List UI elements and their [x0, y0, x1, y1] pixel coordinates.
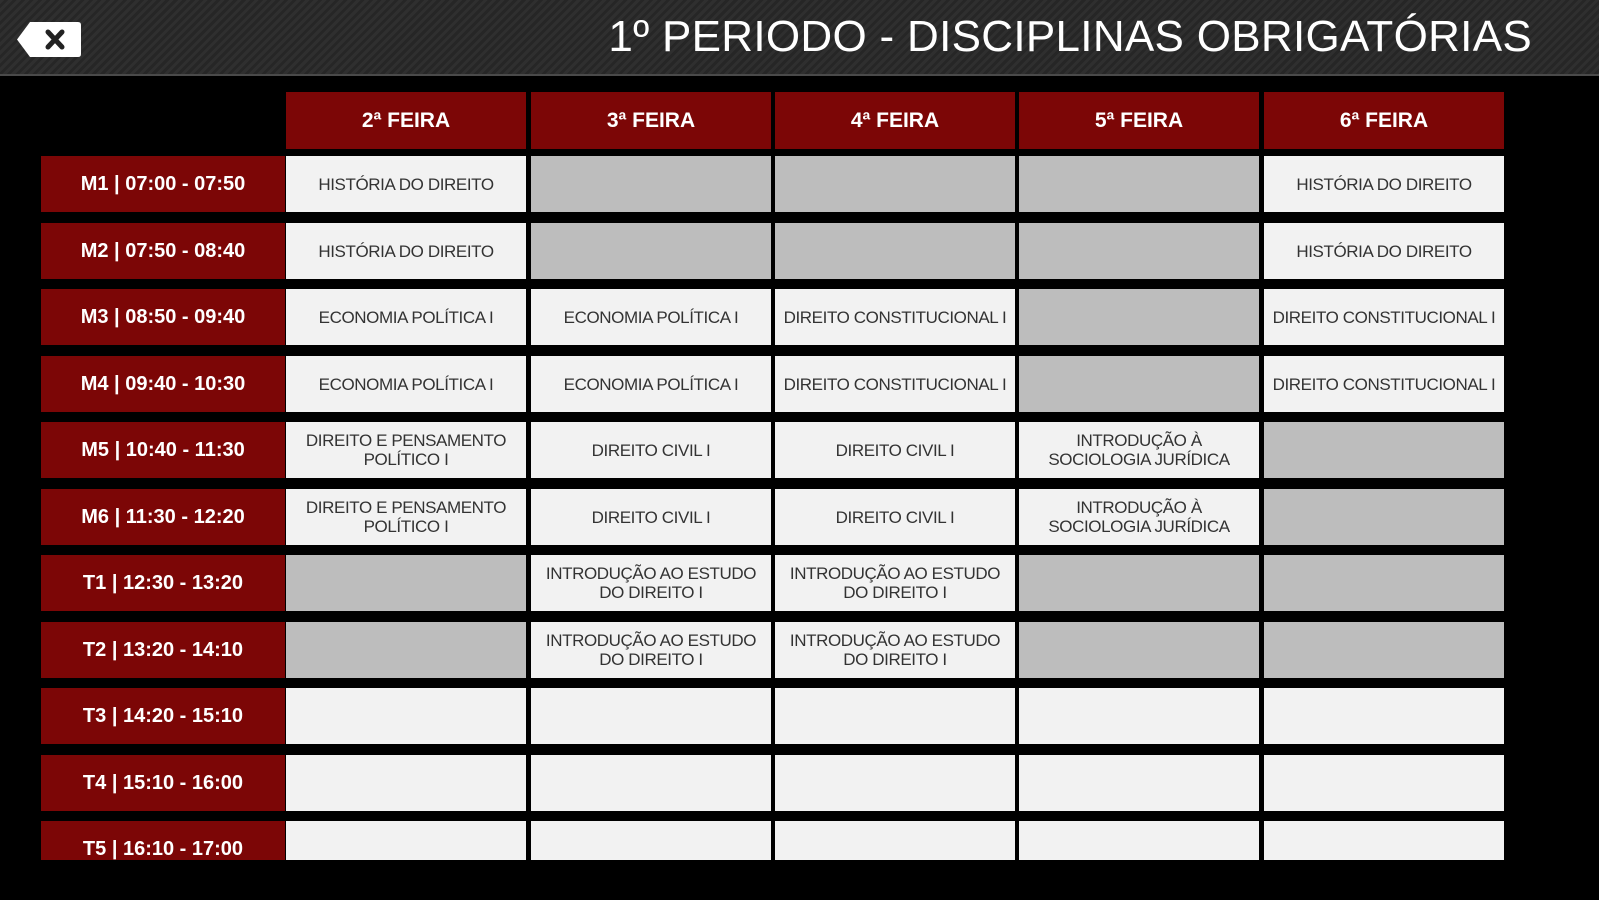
time-slot-label: T3 | 14:20 - 15:10: [41, 688, 285, 744]
class-cell[interactable]: [775, 422, 1015, 478]
class-cell[interactable]: [775, 289, 1015, 345]
blocked-cell[interactable]: [1264, 555, 1504, 611]
class-name: INTRODUÇÃO AO ESTUDO DO DIREITO I: [789, 564, 1001, 602]
blocked-cell[interactable]: [775, 156, 1015, 212]
class-name: HISTÓRIA DO DIREITO: [1296, 241, 1472, 261]
time-slot-label: M4 | 09:40 - 10:30: [41, 356, 285, 412]
empty-cell[interactable]: [286, 821, 526, 860]
empty-cell[interactable]: [1264, 755, 1504, 811]
blocked-cell[interactable]: [1019, 289, 1259, 345]
class-name: INTRODUÇÃO AO ESTUDO DO DIREITO I: [545, 564, 757, 602]
class-name: DIREITO CONSTITUCIONAL I: [783, 374, 1007, 394]
class-name: ECONOMIA POLÍTICA I: [318, 374, 494, 394]
class-cell[interactable]: [775, 489, 1015, 545]
empty-cell[interactable]: [531, 688, 771, 744]
time-slot-label: M1 | 07:00 - 07:50: [41, 156, 285, 212]
time-slot-label: T4 | 15:10 - 16:00: [41, 755, 285, 811]
blocked-cell[interactable]: [286, 555, 526, 611]
class-name: ECONOMIA POLÍTICA I: [563, 374, 739, 394]
day-header: 4ª FEIRA: [775, 92, 1015, 149]
day-header: 5ª FEIRA: [1019, 92, 1259, 149]
class-name: INTRODUÇÃO AO ESTUDO DO DIREITO I: [789, 631, 1001, 669]
class-name: HISTÓRIA DO DIREITO: [318, 241, 494, 261]
blocked-cell[interactable]: [531, 223, 771, 279]
class-name: INTRODUÇÃO À SOCIOLOGIA JURÍDICA: [1048, 431, 1230, 469]
time-slot-label: M3 | 08:50 - 09:40: [41, 289, 285, 345]
class-cell[interactable]: [1264, 156, 1504, 212]
empty-cell[interactable]: [775, 821, 1015, 860]
empty-cell[interactable]: [775, 755, 1015, 811]
class-cell[interactable]: [531, 289, 771, 345]
time-slot-label: M2 | 07:50 - 08:40: [41, 223, 285, 279]
blocked-cell[interactable]: [1019, 622, 1259, 678]
empty-cell[interactable]: [286, 755, 526, 811]
empty-cell[interactable]: [1264, 821, 1504, 860]
class-name: INTRODUÇÃO À SOCIOLOGIA JURÍDICA: [1048, 498, 1230, 536]
class-name: DIREITO CIVIL I: [591, 507, 711, 527]
day-header: 3ª FEIRA: [531, 92, 771, 149]
class-cell[interactable]: [531, 422, 771, 478]
class-cell[interactable]: [1264, 289, 1504, 345]
class-cell[interactable]: [286, 356, 526, 412]
time-slot-label: M6 | 11:30 - 12:20: [41, 489, 285, 545]
class-cell[interactable]: [531, 622, 771, 678]
blocked-cell[interactable]: [1019, 223, 1259, 279]
class-cell[interactable]: [1264, 223, 1504, 279]
blocked-cell[interactable]: [1264, 422, 1504, 478]
class-cell[interactable]: [531, 555, 771, 611]
class-name: DIREITO CONSTITUCIONAL I: [1272, 307, 1496, 327]
empty-cell[interactable]: [1264, 688, 1504, 744]
class-name: DIREITO CONSTITUCIONAL I: [783, 307, 1007, 327]
day-header: 6ª FEIRA: [1264, 92, 1504, 149]
class-cell[interactable]: [775, 356, 1015, 412]
empty-cell[interactable]: [1019, 821, 1259, 860]
class-cell[interactable]: [286, 422, 526, 478]
blocked-cell[interactable]: [1264, 622, 1504, 678]
class-cell[interactable]: [531, 489, 771, 545]
class-cell[interactable]: [286, 289, 526, 345]
blocked-cell[interactable]: [1019, 356, 1259, 412]
blocked-cell[interactable]: [531, 156, 771, 212]
class-cell[interactable]: [1264, 356, 1504, 412]
class-name: ECONOMIA POLÍTICA I: [563, 307, 739, 327]
time-slot-label: M5 | 10:40 - 11:30: [41, 422, 285, 478]
class-name: HISTÓRIA DO DIREITO: [1296, 174, 1472, 194]
class-name: DIREITO E PENSAMENTO POLÍTICO I: [305, 431, 507, 469]
class-cell[interactable]: [775, 622, 1015, 678]
blocked-cell[interactable]: [1019, 555, 1259, 611]
empty-cell[interactable]: [1019, 688, 1259, 744]
class-cell[interactable]: [286, 489, 526, 545]
time-slot-label: T2 | 13:20 - 14:10: [41, 622, 285, 678]
blocked-cell[interactable]: [1019, 156, 1259, 212]
page-title: 1º PERIODO - DISCIPLINAS OBRIGATÓRIAS: [608, 12, 1532, 61]
class-cell[interactable]: [1019, 422, 1259, 478]
class-name: DIREITO CONSTITUCIONAL I: [1272, 374, 1496, 394]
empty-cell[interactable]: [531, 755, 771, 811]
class-cell[interactable]: [1019, 489, 1259, 545]
day-header: 2ª FEIRA: [286, 92, 526, 149]
class-name: DIREITO E PENSAMENTO POLÍTICO I: [305, 498, 507, 536]
empty-cell[interactable]: [775, 688, 1015, 744]
class-name: DIREITO CIVIL I: [835, 440, 955, 460]
class-name: INTRODUÇÃO AO ESTUDO DO DIREITO I: [545, 631, 757, 669]
time-slot-label: T5 | 16:10 - 17:00: [41, 821, 285, 860]
class-cell[interactable]: [286, 223, 526, 279]
class-cell[interactable]: [531, 356, 771, 412]
blocked-cell[interactable]: [775, 223, 1015, 279]
class-name: HISTÓRIA DO DIREITO: [318, 174, 494, 194]
blocked-cell[interactable]: [1264, 489, 1504, 545]
empty-cell[interactable]: [531, 821, 771, 860]
class-cell[interactable]: [286, 156, 526, 212]
class-name: ECONOMIA POLÍTICA I: [318, 307, 494, 327]
class-cell[interactable]: [775, 555, 1015, 611]
blocked-cell[interactable]: [286, 622, 526, 678]
class-name: DIREITO CIVIL I: [835, 507, 955, 527]
empty-cell[interactable]: [1019, 755, 1259, 811]
empty-cell[interactable]: [286, 688, 526, 744]
time-slot-label: T1 | 12:30 - 13:20: [41, 555, 285, 611]
class-name: DIREITO CIVIL I: [591, 440, 711, 460]
